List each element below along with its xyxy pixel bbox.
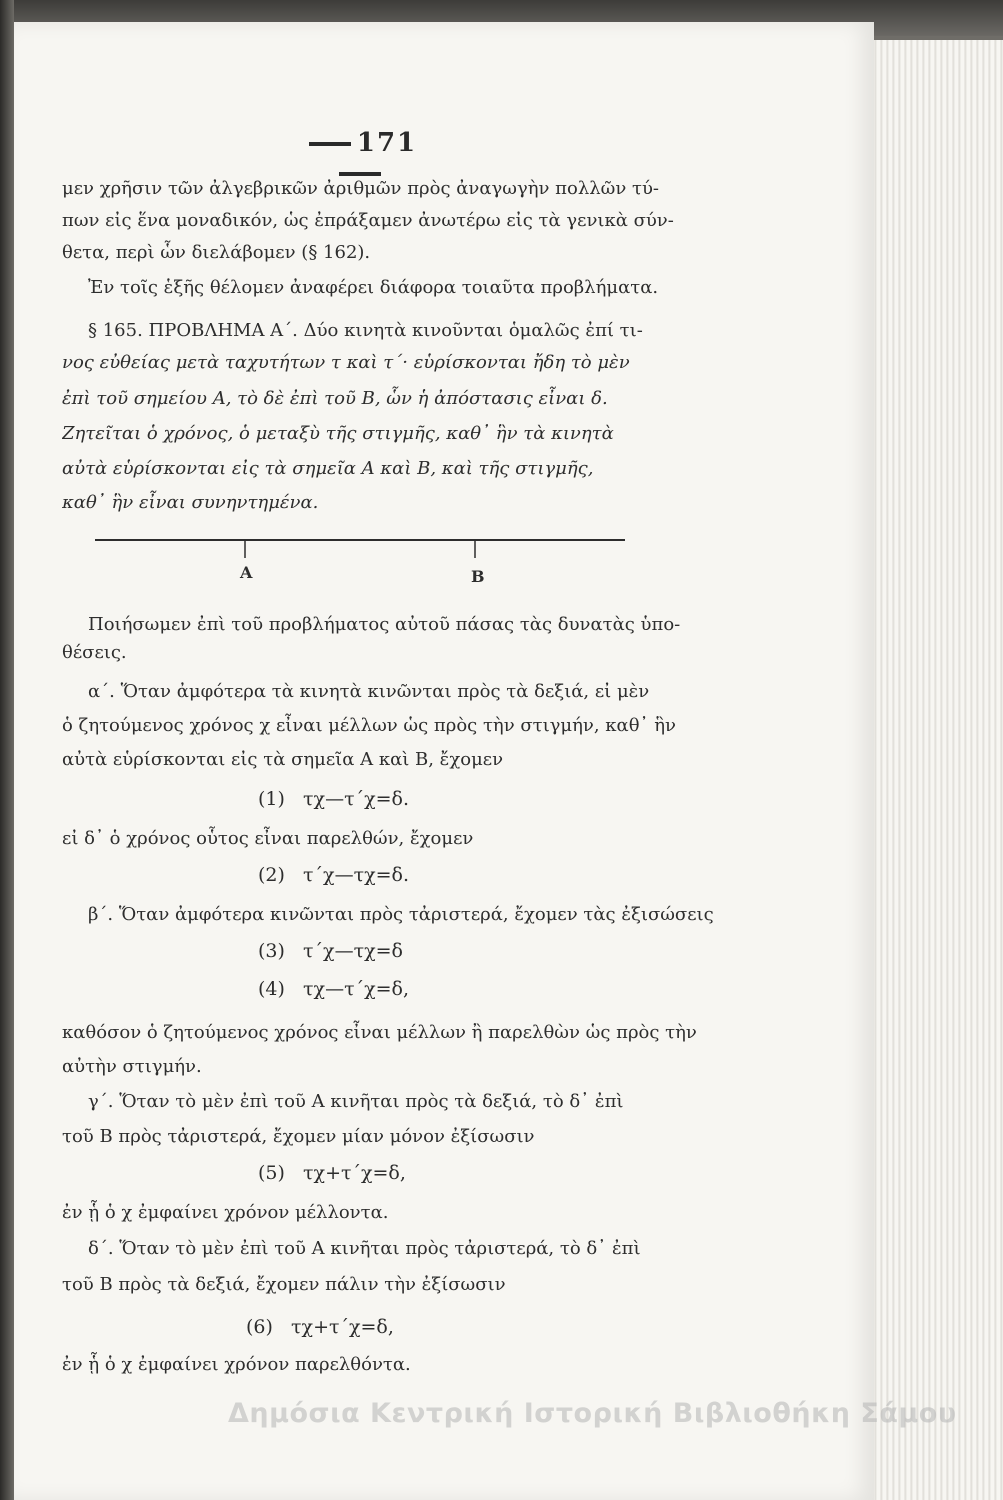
text-line: ἐπὶ τοῦ σημείου Α, τὸ δὲ ἐπὶ τοῦ Β, ὧν ἡ ἀπόστασις εἶναι δ. [62,388,608,409]
text-line: β΄. Ὅταν ἀμφότερα κινῶνται πρὸς τἀριστερά, ἔχομεν τὰς ἐξισώσεις [88,904,714,925]
text-line: Ζητεῖται ὁ χρόνος, ὁ μεταξὺ τῆς στιγμῆς, καθ᾽ ἣν τὰ κινητὰ [62,423,614,444]
equation-5 [258,1162,406,1184]
equation-number: (3) [258,940,285,962]
text-line: ὁ ζητούμενος χρόνος χ εἶναι μέλλων ὡς πρὸς τὴν στιγμήν, καθ᾽ ἣν [62,715,676,736]
page-number-rule-left [309,142,351,146]
text-line: θέσεις. [62,642,127,663]
equation-expression: τχ+τ΄χ=δ, [303,1162,406,1184]
text-line: θετα, περὶ ὧν διελάβομεν (§ 162). [62,242,371,263]
diagram-label-a: A [240,563,253,582]
text-line: καθόσον ὁ ζητούμενος χρόνος εἶναι μέλλων ἢ παρελθὼν ὡς πρὸς τὴν [62,1022,697,1043]
equation-1 [258,788,409,810]
text-line: αὐτὴν στιγμήν. [62,1056,202,1077]
library-watermark: Δημόσια Κεντρική Ιστορική Βιβλιοθήκη Σάμου [228,1398,957,1429]
scan-border-left [0,0,14,1500]
equation-expression: τ΄χ—τχ=δ [303,940,403,962]
text-line: α΄. Ὅταν ἀμφότερα τὰ κινητὰ κινῶνται πρὸς τὰ δεξιά, εἰ μὲν [88,681,650,702]
text-line: καθ᾽ ἣν εἶναι συνηντημένα. [62,492,319,513]
equation-number: (5) [258,1162,285,1184]
text-line: Ἐν τοῖς ἑξῆς θέλομεν ἀναφέρει διάφορα τοιαῦτα προβλήματα. [88,277,659,298]
equation-number: (2) [258,864,285,886]
text-line: πων εἰς ἕνα μοναδικόν, ὡς ἐπράξαμεν ἀνωτέρω εἰς τὰ γενικὰ σύν- [62,210,674,231]
equation-expression: τχ+τ΄χ=δ, [291,1316,394,1338]
equation-number: (1) [258,788,285,810]
problem-heading-line: § 165. ΠΡΟΒΛΗΜΑ Α΄. Δύο κινητὰ κινοῦνται ὁμαλῶς ἐπί τι- [88,320,643,341]
equation-6 [246,1316,394,1338]
equation-number: (4) [258,978,285,1000]
equation-number: (6) [246,1316,273,1338]
text-line: αὐτὰ εὑρίσκονται εἰς τὰ σημεῖα Α καὶ Β, καὶ τῆς στιγμῆς, [62,458,594,479]
text-line: τοῦ Β πρὸς τὰ δεξιά, ἔχομεν πάλιν τὴν ἐξίσωσιν [62,1274,506,1295]
text-line: Ποιήσωμεν ἐπὶ τοῦ προβλήματος αὐτοῦ πάσας τὰς δυνατὰς ὑπο- [88,614,681,635]
equation-4 [258,978,409,1000]
text-line: μεν χρῆσιν τῶν ἀλγεβρικῶν ἀριθμῶν πρὸς ἀναγωγὴν πολλῶν τύ- [62,178,659,199]
text-line: τοῦ Β πρὸς τἀριστερά, ἔχομεν μίαν μόνον ἐξίσωσιν [62,1126,535,1147]
text-line: ἐν ᾗ ὁ χ ἐμφαίνει χρόνον μέλλοντα. [62,1202,389,1223]
page-number-text: 171 [356,128,418,158]
diagram-label-b: B [471,567,485,586]
text-line: γ΄. Ὅταν τὸ μὲν ἐπὶ τοῦ Α κινῆται πρὸς τὰ δεξιά, τὸ δ᾽ ἐπὶ [88,1091,624,1112]
equation-3 [258,940,403,962]
equation-expression: τχ—τ΄χ=δ, [303,978,409,1000]
equation-expression: τ΄χ—τχ=δ. [303,864,409,886]
text-line: δ΄. Ὅταν τὸ μὲν ἐπὶ τοῦ Α κινῆται πρὸς τἀριστερά, τὸ δ᾽ ἐπὶ [88,1238,641,1259]
text-line: ἐν ᾗ ὁ χ ἐμφαίνει χρόνον παρελθόντα. [62,1354,411,1375]
line-diagram [95,530,635,600]
text-line: νος εὐθείας μετὰ ταχυτήτων τ καὶ τ΄· εὑρίσκονται ἤδη τὸ μὲν [62,352,630,373]
equation-2 [258,864,409,886]
equation-expression: τχ—τ΄χ=δ. [303,788,409,810]
text-line: αὐτὰ εὑρίσκονται εἰς τὰ σημεῖα Α καὶ Β, ἔχομεν [62,749,504,770]
text-line: εἰ δ᾽ ὁ χρόνος οὗτος εἶναι παρελθών, ἔχομεν [62,828,474,849]
